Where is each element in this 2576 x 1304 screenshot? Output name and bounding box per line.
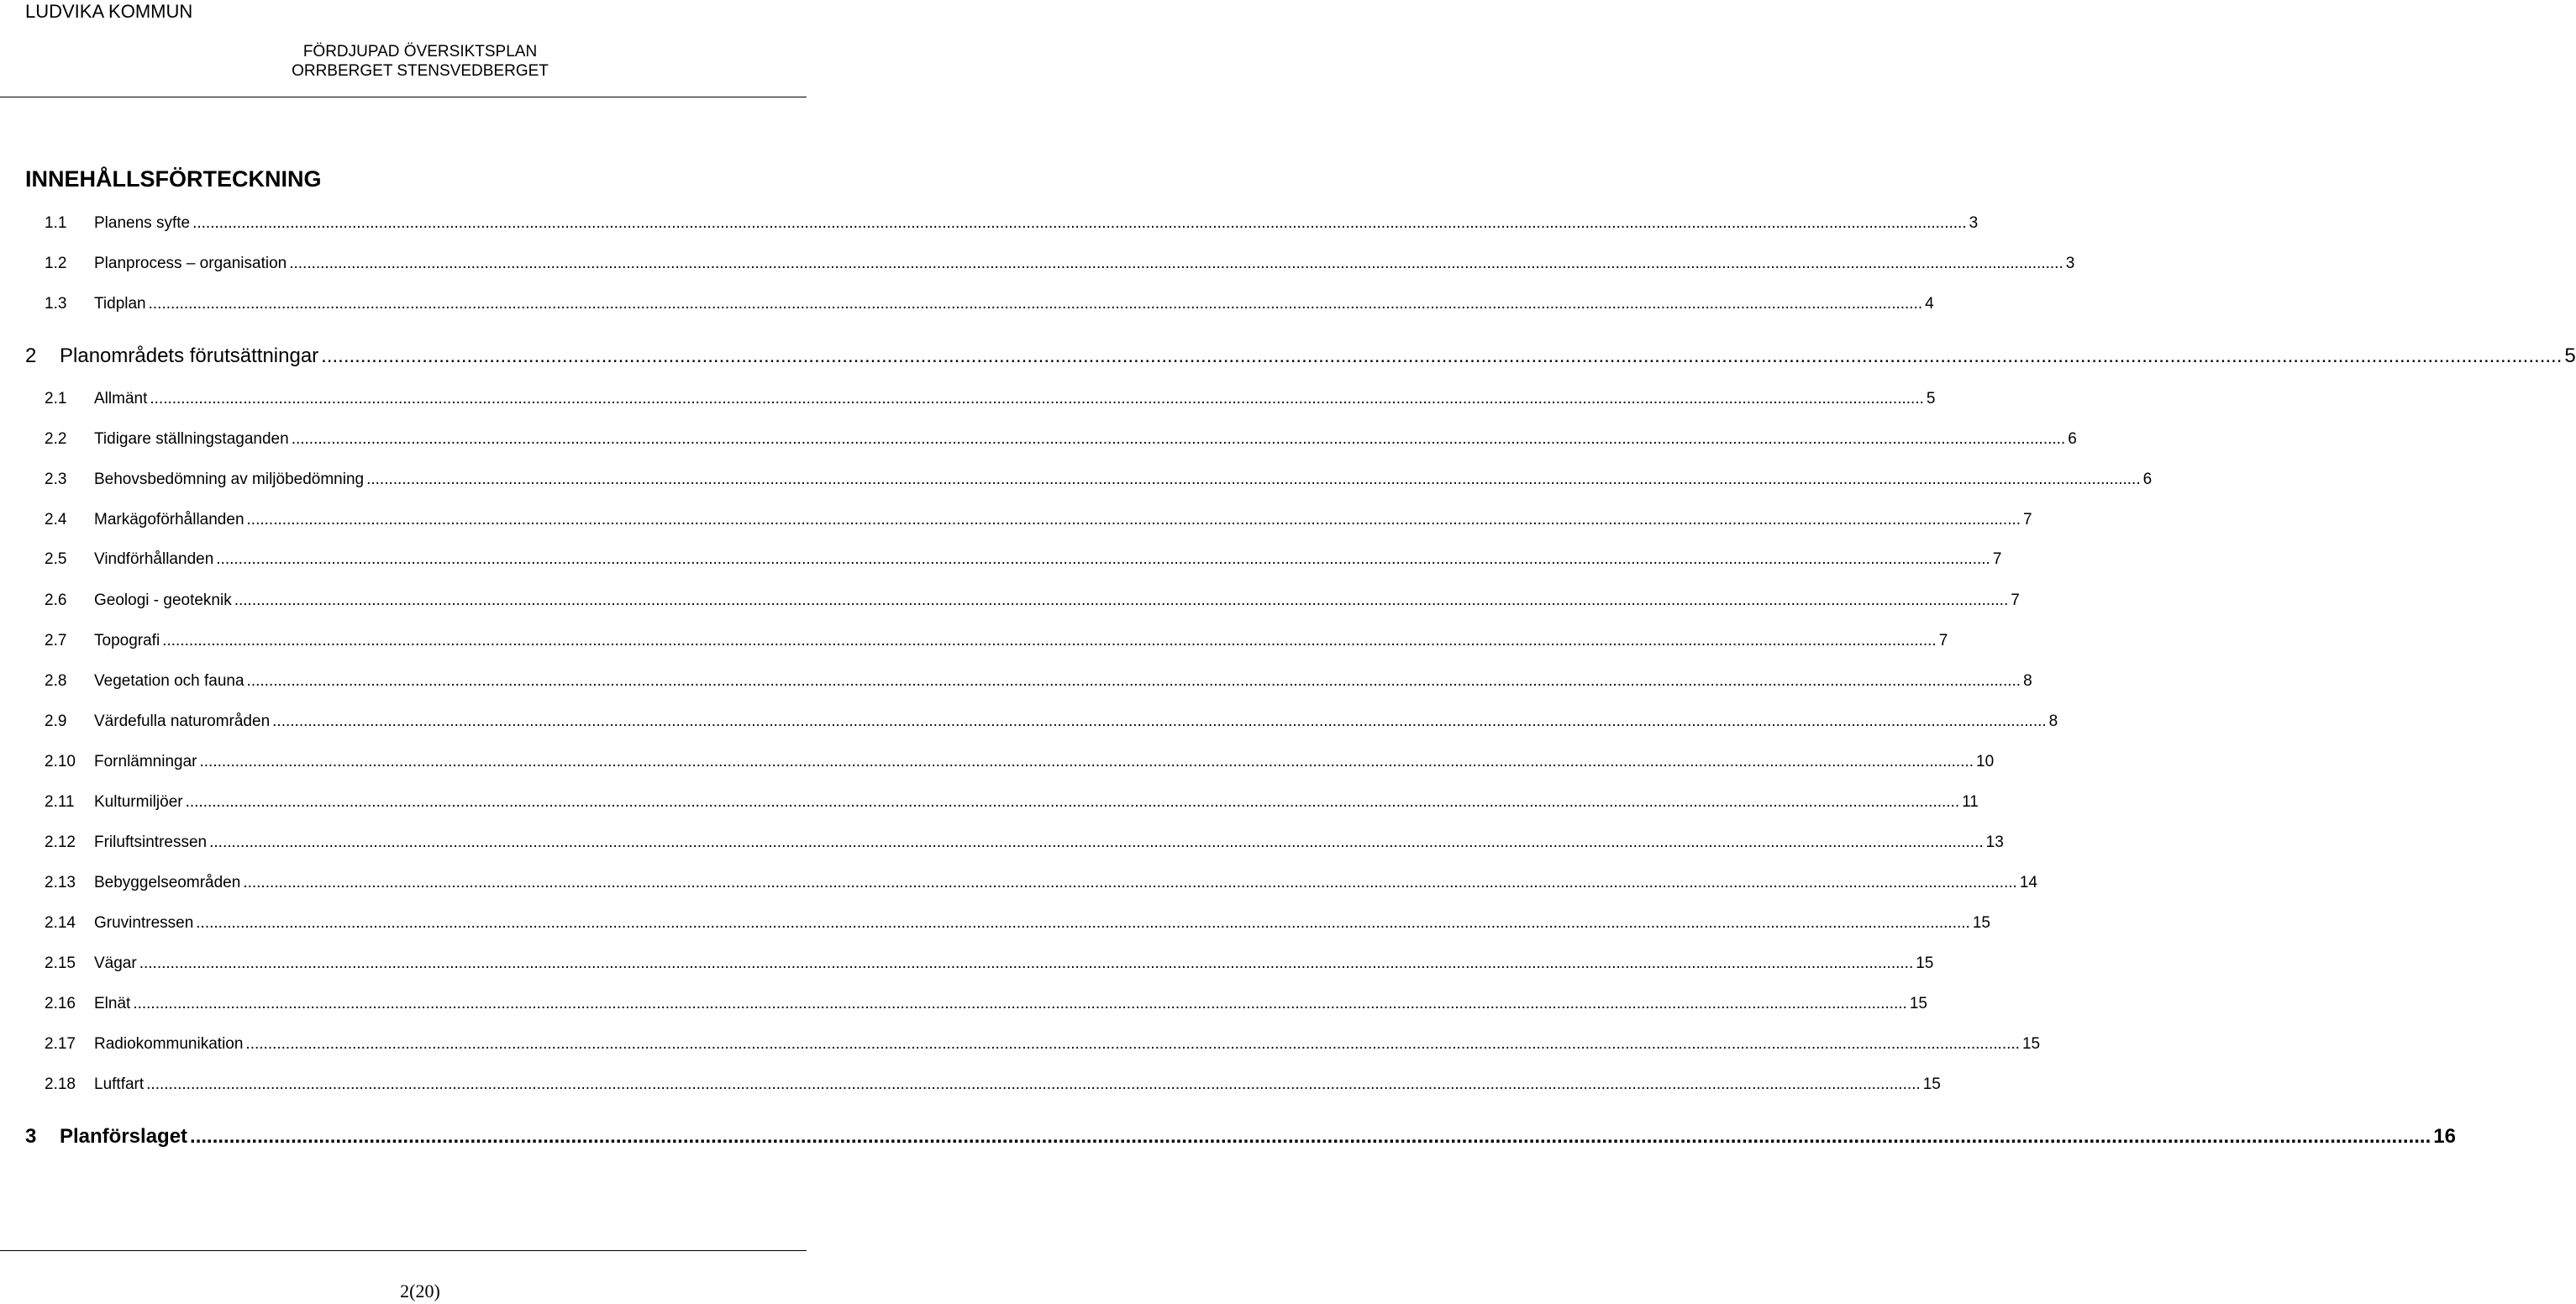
toc-entry-label: Radiokommunikation xyxy=(94,1035,244,1053)
toc-entry-label: Behovsbedömning av miljöbedömning xyxy=(94,471,365,488)
toc-dot-leader: ................................................................................................................................................................................................................................................................................................................................................................................................................ xyxy=(234,592,2009,609)
toc-entry-2-4[interactable] xyxy=(0,510,2032,530)
toc-entry-label: Planförslaget xyxy=(60,1125,188,1148)
toc-entry-page: 15 xyxy=(1972,914,1990,932)
toc-dot-leader: ................................................................................................................................................................................................................................................................................................................................................................................................................ xyxy=(246,511,2021,528)
toc-entry-label: Planprocess – organisation xyxy=(94,255,287,272)
toc-entry-page: 6 xyxy=(2142,471,2153,488)
toc-entry-page: 15 xyxy=(1916,954,1934,972)
page-number: 2(20) xyxy=(400,1280,440,1301)
toc-entry-1-2[interactable] xyxy=(0,254,2075,274)
toc-entry-label: Vegetation och fauna xyxy=(94,672,244,690)
toc-entry-page: 10 xyxy=(1976,753,1995,770)
toc-entry-page: 14 xyxy=(2019,874,2037,891)
toc-entry-2-15[interactable] xyxy=(0,954,1934,974)
toc-dot-leader: ................................................................................................................................................................................................................................................................................................................................................................................................................ xyxy=(366,471,2141,488)
toc-dot-leader: ................................................................................................................................................................................................................................................................................................................................................................................................................ xyxy=(243,874,2017,891)
toc-dot-leader: ................................................................................................................................................................................................................................................................................................................................................................................................................ xyxy=(162,632,1937,649)
toc-entry-2-16[interactable] xyxy=(0,994,1927,1014)
toc-dot-leader: ................................................................................................................................................................................................................................................................................................................................................................................................................ xyxy=(146,1075,1921,1093)
toc-entry-2-18[interactable] xyxy=(0,1075,1941,1095)
toc-entry-number: 2.2 xyxy=(45,430,67,448)
toc-entry-number: 2.13 xyxy=(45,874,76,891)
toc-entry-label: Vägar xyxy=(94,954,137,972)
toc-entry-number: 2.6 xyxy=(45,592,67,609)
toc-entry-number: 2.15 xyxy=(45,954,76,972)
toc-entry-2-12[interactable] xyxy=(0,833,2004,853)
toc-entry-label: Planens syfte xyxy=(94,214,191,232)
toc-entry-1-3[interactable] xyxy=(0,294,1934,314)
toc-dot-leader: ................................................................................................................................................................................................................................................................................................................................................................................................................ xyxy=(148,295,1923,313)
toc-entry-label: Fornlämningar xyxy=(94,753,197,770)
toc-entry-page: 16 xyxy=(2433,1125,2456,1148)
toc-entry-number: 2 xyxy=(25,344,37,367)
toc-entry-label: Värdefulla naturområden xyxy=(94,712,271,730)
toc-entry-number: 3 xyxy=(25,1125,37,1148)
toc-entry-label: Bebyggelseområden xyxy=(94,874,241,891)
toc-entry-label: Gruvintressen xyxy=(94,914,194,932)
toc-entry-2-10[interactable] xyxy=(0,752,1995,772)
toc-entry-label: Geologi - geoteknik xyxy=(94,592,232,609)
organization-name: LUDVIKA KOMMUN xyxy=(25,1,193,22)
document-area: ORRBERGET STENSVEDBERGET xyxy=(292,62,549,80)
toc-entry-2-8[interactable] xyxy=(0,671,2032,691)
toc-entry-number: 2.1 xyxy=(45,390,67,408)
toc-entry-label: Allmänt xyxy=(94,390,148,408)
toc-entry-number: 2.10 xyxy=(45,753,76,770)
toc-entry-number: 2.8 xyxy=(45,672,67,690)
toc-dot-leader: ................................................................................................................................................................................................................................................................................................................................................................................................................ xyxy=(192,214,1967,232)
toc-entry-label: Vindförhållanden xyxy=(94,550,214,568)
toc-entry-page: 7 xyxy=(1992,550,2002,568)
toc-entry-page: 15 xyxy=(1909,995,1927,1012)
toc-entry-page: 5 xyxy=(2564,344,2576,367)
toc-entry-number: 2.12 xyxy=(45,833,76,851)
toc-dot-leader: ................................................................................................................................................................................................................................................................................................................................................................................................................ xyxy=(199,753,1974,770)
toc-entry-page: 6 xyxy=(2068,430,2077,448)
toc-entry-label: Topografi xyxy=(94,632,160,649)
toc-entry-2-14[interactable] xyxy=(0,913,1990,933)
toc-entry-page: 15 xyxy=(2021,1035,2041,1053)
toc-entry-number: 1.1 xyxy=(45,214,67,232)
toc-dot-leader: ................................................................................................................................................................................................................................................................................................................................................................................................................ xyxy=(209,833,1984,851)
toc-entry-label: Kulturmiljöer xyxy=(94,793,183,811)
toc-dot-leader: ................................................................................................................................................................................................................................................................................................................................................................................................................ xyxy=(291,430,2066,448)
toc-entry-2-7[interactable] xyxy=(0,631,1948,651)
toc-entry-number: 2.5 xyxy=(45,550,67,568)
toc-entry-number: 1.3 xyxy=(45,295,67,313)
toc-entry-2-2[interactable] xyxy=(0,429,2077,450)
toc-entry-number: 2.3 xyxy=(45,471,67,488)
toc-entry-page: 5 xyxy=(1926,390,1936,408)
toc-dot-leader: ................................................................................................................................................................................................................................................................................................................................................................................................................ xyxy=(139,954,1914,972)
toc-entry-number: 2.7 xyxy=(45,632,67,649)
document-type: FÖRDJUPAD ÖVERSIKTSPLAN xyxy=(302,43,538,60)
toc-entry-label: Luftfart xyxy=(94,1075,145,1093)
toc-entry-label: Elnät xyxy=(94,995,131,1012)
toc-entry-2-9[interactable] xyxy=(0,712,2058,732)
toc-dot-leader: ................................................................................................................................................................................................................................................................................................................................................................................................................ xyxy=(289,255,2063,272)
toc-entry-label: Friluftsintressen xyxy=(94,833,208,851)
toc-dot-leader: ................................................................................................................................................................................................................................................................................................................................................................................................................ xyxy=(321,344,2563,367)
toc-dot-leader: ................................................................................................................................................................................................................................................................................................................................................................................................................ xyxy=(246,672,2021,690)
toc-entry-page: 8 xyxy=(2048,712,2058,730)
toc-entry-page: 8 xyxy=(2023,672,2032,690)
toc-title: INNEHÅLLSFÖRTECKNING xyxy=(25,166,322,192)
toc-entry-number: 2.4 xyxy=(45,511,67,528)
toc-entry-number: 2.17 xyxy=(45,1035,76,1053)
toc-dot-leader: ................................................................................................................................................................................................................................................................................................................................................................................................................ xyxy=(190,1125,2431,1148)
toc-entry-1-1[interactable] xyxy=(0,213,1979,234)
toc-dot-leader: ................................................................................................................................................................................................................................................................................................................................................................................................................ xyxy=(150,390,1924,408)
toc-entry-number: 2.9 xyxy=(45,712,67,730)
toc-entry-page: 7 xyxy=(2011,592,2020,609)
toc-dot-leader: ................................................................................................................................................................................................................................................................................................................................................................................................................ xyxy=(133,995,1907,1012)
toc-entry-page: 3 xyxy=(1969,214,1979,232)
toc-dot-leader: ................................................................................................................................................................................................................................................................................................................................................................................................................ xyxy=(272,712,2047,730)
toc-dot-leader: ................................................................................................................................................................................................................................................................................................................................................................................................................ xyxy=(196,914,1970,932)
toc-dot-leader: ................................................................................................................................................................................................................................................................................................................................................................................................................ xyxy=(216,550,1990,568)
toc-entry-page: 7 xyxy=(1938,632,1948,649)
toc-entry-number: 2.16 xyxy=(45,995,76,1012)
footer-divider xyxy=(0,1250,807,1251)
toc-dot-leader: ................................................................................................................................................................................................................................................................................................................................................................................................................ xyxy=(185,793,1960,811)
toc-entry-page: 4 xyxy=(1925,295,1934,313)
toc-entry-label: Planområdets förutsättningar xyxy=(60,344,319,367)
toc-entry-page: 15 xyxy=(1922,1075,1941,1093)
toc-entry-2-5[interactable] xyxy=(0,549,2002,570)
toc-entry-page: 13 xyxy=(1985,833,2004,851)
toc-entry-2-13[interactable] xyxy=(0,873,2037,893)
toc-entry-label: Tidplan xyxy=(94,295,146,313)
toc-entry-page: 3 xyxy=(2065,255,2075,272)
toc-entry-number: 2.11 xyxy=(45,793,75,811)
toc-entry-page: 7 xyxy=(2023,511,2032,528)
toc-entry-3[interactable] xyxy=(0,1124,2456,1149)
toc-entry-2[interactable] xyxy=(0,344,2576,369)
toc-entry-number: 2.18 xyxy=(45,1075,76,1093)
toc-entry-number: 1.2 xyxy=(45,255,67,272)
toc-entry-page: 11 xyxy=(1962,793,1979,811)
toc-entry-label: Tidigare ställningstaganden xyxy=(94,430,289,448)
toc-dot-leader: ................................................................................................................................................................................................................................................................................................................................................................................................................ xyxy=(245,1035,2020,1053)
toc-entry-2-1[interactable] xyxy=(0,389,1936,409)
toc-entry-2-6[interactable] xyxy=(0,591,2020,611)
toc-entry-label: Markägoförhållanden xyxy=(94,511,244,528)
toc-entry-2-17[interactable] xyxy=(0,1034,2041,1054)
toc-entry-number: 2.14 xyxy=(45,914,76,932)
toc-entry-2-3[interactable] xyxy=(0,470,2153,490)
toc-entry-2-11[interactable] xyxy=(0,792,1979,812)
